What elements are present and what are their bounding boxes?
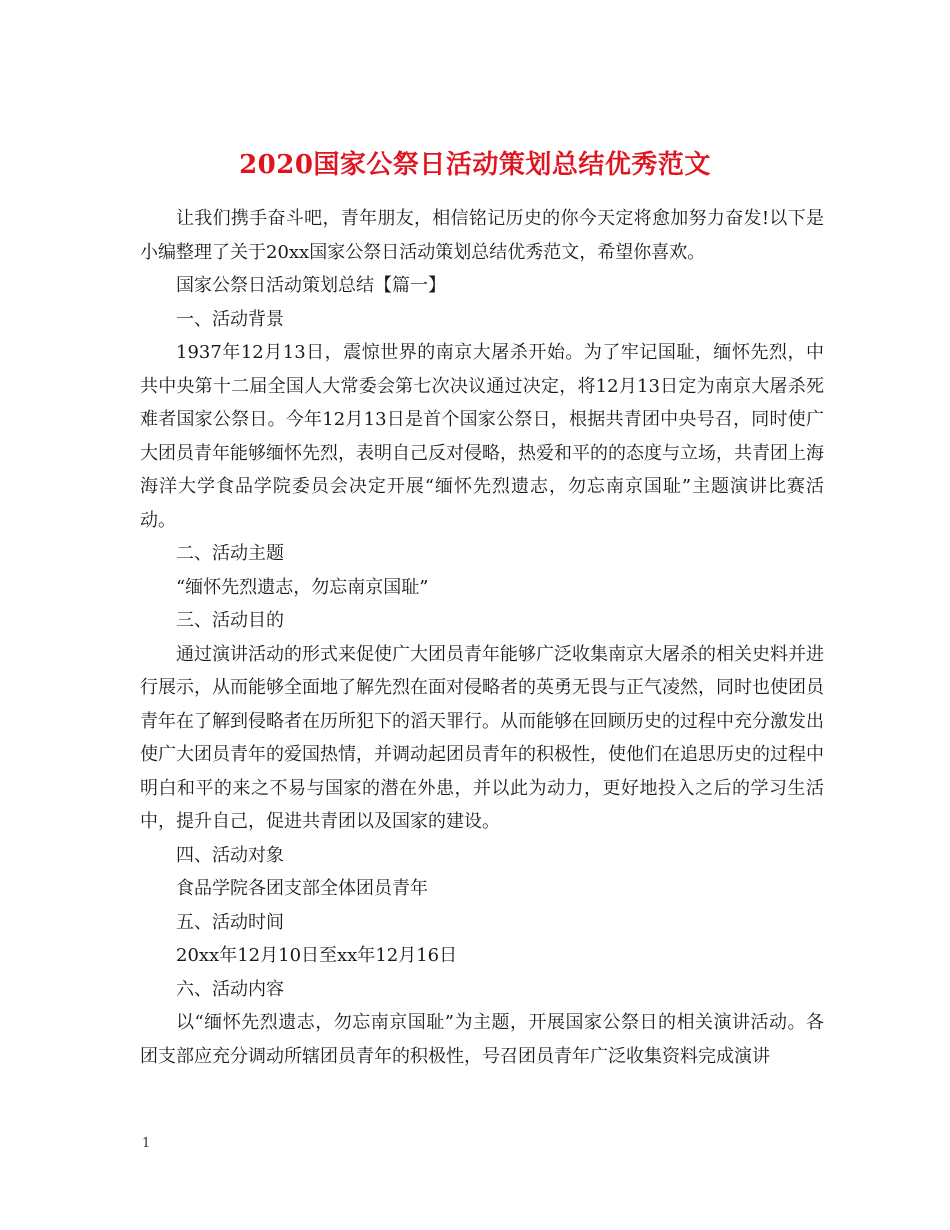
audience-paragraph: 食品学院各团支部全体团员青年 [176, 878, 428, 899]
heading-theme: 二、活动主题 [176, 543, 284, 564]
document-body [140, 202, 824, 1073]
heading-purpose: 三、活动目的 [176, 610, 284, 631]
page-number: 1 [142, 1136, 151, 1151]
background-paragraph: 1937年12月13日，震惊世界的南京大屠杀开始。为了牢记国耻，缅怀先烈，中共中央第十二届全国人大常委会第七次决议通过决定，将12月13日定为南京大屠杀死难者国家公祭日。今年12月13日是首个国家公祭日，根据共青团中央号召，同时使广大团员青年能够缅怀先烈，表明自己反对侵略，热爱和平的的态度与立场，共青团上海海洋大学食品学院委员会决定开展“缅怀先烈遗志，勿忘南京国耻”主题演讲比赛活动。 [140, 342, 824, 531]
heading-audience: 四、活动对象 [176, 844, 284, 866]
heading-content: 六、活动内容 [176, 978, 284, 1000]
time-paragraph: 20xx年12月10日至xx年12月16日 [176, 945, 458, 966]
section-heading-part-one: 国家公祭日活动策划总结【篇一】 [176, 275, 446, 296]
document-title: 2020国家公祭日活动策划总结优秀范文 [239, 150, 711, 181]
heading-time: 五、活动时间 [176, 911, 284, 933]
content-paragraph: 以“缅怀先烈遗志，勿忘南京国耻”为主题，开展国家公祭日的相关演讲活动。各团支部应充分调动所辖团员青年的积极性，号召团员青年广泛收集资料完成演讲 [140, 1012, 824, 1067]
intro-paragraph: 让我们携手奋斗吧，青年朋友，相信铭记历史的你今天定将愈加努力奋发!以下是小编整理了关于20xx国家公祭日活动策划总结优秀范文，希望你喜欢。 [140, 208, 824, 263]
heading-background: 一、活动背景 [176, 308, 284, 330]
theme-paragraph: “缅怀先烈遗志，勿忘南京国耻” [176, 576, 429, 598]
purpose-paragraph: 通过演讲活动的形式来促使广大团员青年能够广泛收集南京大屠杀的相关史料并进行展示，从而能够全面地了解先烈在面对侵略者的英勇无畏与正气凌然，同时也使团员青年在了解到侵略者在历所犯下的滔天罪行。从而能够在回顾历史的过程中充分激发出使广大团员青年的爱国热情，并调动起团员青年的积极性，使他们在追思历史的过程中明白和平的来之不易与国家的潜在外患，并以此为动力，更好地投入之后的学习生活中，提升自己，促进共青团以及国家的建设。 [140, 643, 824, 832]
